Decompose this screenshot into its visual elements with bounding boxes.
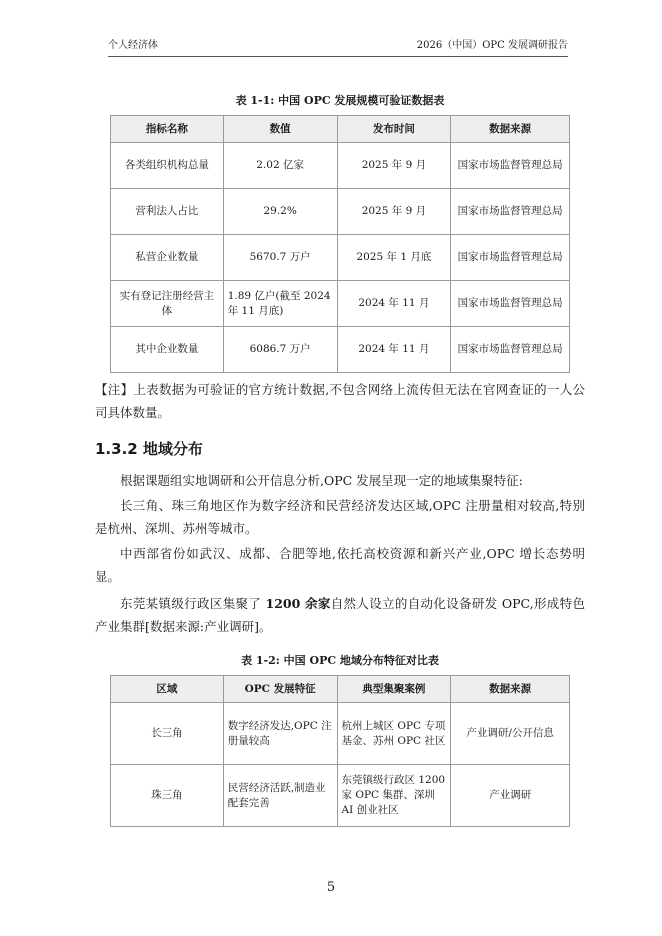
paragraph: 长三角、珠三角地区作为数字经济和民营经济发达区域,OPC 注册量相对较高,特别是杭州、深圳、苏州等城市。: [95, 498, 585, 536]
page-number: 5: [326, 880, 336, 895]
table-cell: 实有登记注册经营主体: [111, 281, 224, 327]
table-cell: 2024 年 11 月: [337, 327, 451, 373]
table-cell: 产业调研: [451, 765, 570, 827]
paragraph: 中西部省份如武汉、成都、合肥等地,依托高校资源和新兴产业,OPC 增长态势明显。: [95, 546, 585, 584]
paragraph-text: 东莞某镇级行政区集聚了: [120, 596, 266, 611]
table-cell: 数字经济发达,OPC 注册量较高: [223, 703, 337, 765]
table-cell: 1.89 亿户(截至 2024 年 11 月底): [223, 281, 337, 327]
section-heading: 1.3.2 地域分布: [95, 440, 203, 458]
table-cell: 6086.7 万户: [223, 327, 337, 373]
column-header: 指标名称: [111, 116, 224, 143]
emphasis-text: 1200 余家: [265, 596, 331, 611]
table1-caption: 表 1-1: 中国 OPC 发展规模可验证数据表: [235, 94, 445, 107]
column-header: 典型集聚案例: [337, 676, 451, 703]
table-cell: 2025 年 9 月: [337, 143, 451, 189]
table-cell: 长三角: [111, 703, 224, 765]
table2-caption: 表 1-2: 中国 OPC 地域分布特征对比表: [241, 654, 439, 667]
table-cell: 营利法人占比: [111, 189, 224, 235]
paragraph-text: 自然人设立的自动化设备研发 OPC,形成特色产业集群[数据来源:产业调研]。: [95, 596, 585, 634]
column-header: 数据来源: [451, 116, 570, 143]
table-cell: 产业调研/公开信息: [451, 703, 570, 765]
table-cell: 民营经济活跃,制造业配套完善: [223, 765, 337, 827]
table-cell: 杭州上城区 OPC 专项基金、苏州 OPC 社区: [337, 703, 451, 765]
table-row: [111, 327, 570, 373]
table-row: [111, 703, 570, 765]
table-cell: 国家市场监督管理总局: [451, 235, 570, 281]
table-cell: 各类组织机构总量: [111, 143, 224, 189]
table-cell: 2025 年 9 月: [337, 189, 451, 235]
table1: [110, 115, 570, 373]
column-header: 区域: [111, 676, 224, 703]
table1-note: 【注】上表数据为可验证的官方统计数据,不包含网络上流传但无法在官网查证的一人公司具体数量。: [95, 382, 585, 420]
column-header: 数据来源: [451, 676, 570, 703]
table-row: [111, 189, 570, 235]
column-header: OPC 发展特征: [223, 676, 337, 703]
table-cell: 私营企业数量: [111, 235, 224, 281]
table-cell: 2.02 亿家: [223, 143, 337, 189]
table-cell: 5670.7 万户: [223, 235, 337, 281]
page-header: [108, 40, 568, 57]
column-header: 数值: [223, 116, 337, 143]
table-cell: 国家市场监督管理总局: [451, 327, 570, 373]
table-cell: 2024 年 11 月: [337, 281, 451, 327]
table-cell: 2025 年 1 月底: [337, 235, 451, 281]
table-cell: 珠三角: [111, 765, 224, 827]
table-cell: 国家市场监督管理总局: [451, 189, 570, 235]
header-right-title: 2026（中国）OPC 发展调研报告: [416, 40, 568, 51]
table-cell: 国家市场监督管理总局: [451, 281, 570, 327]
column-header: 发布时间: [337, 116, 451, 143]
table-row: [111, 235, 570, 281]
table-header-row: [111, 676, 570, 703]
paragraph: 根据课题组实地调研和公开信息分析,OPC 发展呈现一定的地域集聚特征:: [120, 473, 523, 488]
paragraph: [95, 592, 585, 638]
table-row: [111, 281, 570, 327]
table2: [110, 675, 570, 827]
header-left-title: 个人经济体: [108, 40, 158, 51]
table-cell: 其中企业数量: [111, 327, 224, 373]
table-row: [111, 143, 570, 189]
table-header-row: [111, 116, 570, 143]
table-cell: 29.2%: [223, 189, 337, 235]
table-row: [111, 765, 570, 827]
table-cell: 东莞镇级行政区 1200 家 OPC 集群、深圳 AI 创业社区: [337, 765, 451, 827]
table-cell: 国家市场监督管理总局: [451, 143, 570, 189]
